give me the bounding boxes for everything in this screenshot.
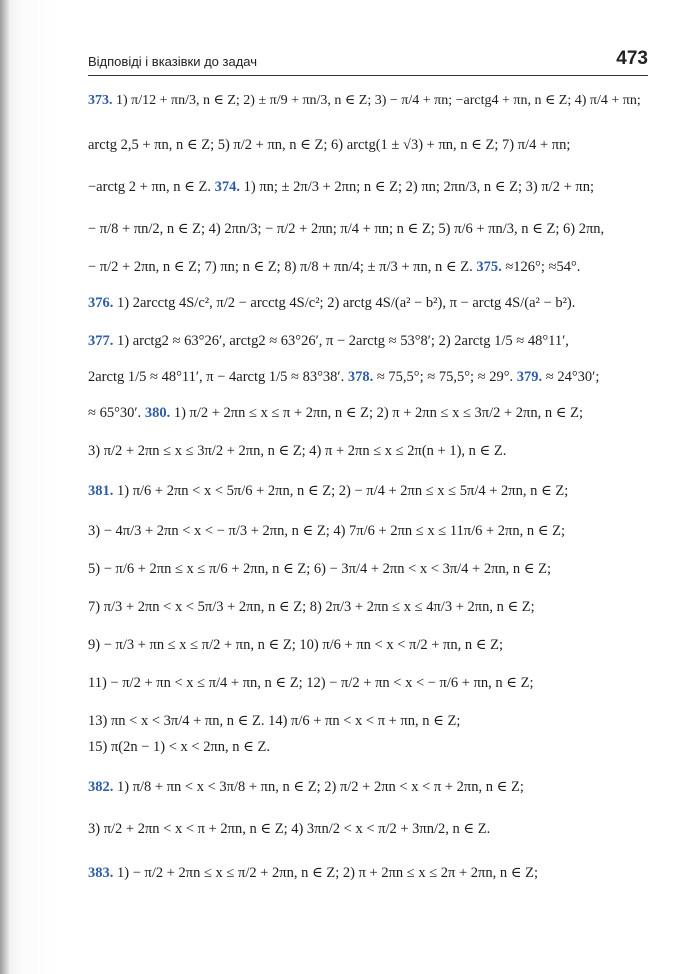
answer-line <box>88 524 648 539</box>
answer-text: 1) arctg2 ≈ 63°26′, arctg2 ≈ 63°26′, π − 2arctg ≈ 53°8′; 2) 2arctg 1/5 ≈ 48°11′, <box>113 334 569 349</box>
answer-text: 1) π/12 + πn/3, n ∈ Z; 2) ± π/9 + πn/3, n ∈ Z; 3) − π/4 + πn; −arctg4 + πn, n ∈ Z; 4) π/4 + πn; <box>112 94 641 108</box>
header-divider <box>88 75 648 76</box>
answer-text: 1) πn; ± 2π/3 + 2πn; n ∈ Z; 2) πn; 2πn/3, n ∈ Z; 3) π/2 + πn; <box>240 180 594 195</box>
answer-text: 3) − 4π/3 + 2πn < x < − π/3 + 2πn, n ∈ Z; 4) 7π/6 + 2πn ≤ x ≤ 11π/6 + 2πn, n ∈ Z; <box>88 524 565 539</box>
answer-line <box>88 222 648 237</box>
problem-number: 382. <box>88 780 114 795</box>
answer-line <box>88 94 648 108</box>
answer-line <box>88 866 648 881</box>
problem-number: 374. <box>214 180 240 195</box>
page-header <box>88 48 648 74</box>
answer-text: 1) π/2 + 2πn ≤ x ≤ π + 2πn, n ∈ Z; 2) π + 2πn ≤ x ≤ 3π/2 + 2πn, n ∈ Z; <box>170 406 583 421</box>
answer-text: ≈ 24°30′; <box>542 370 600 385</box>
answer-text: 1) π/6 + 2πn < x < 5π/6 + 2πn, n ∈ Z; 2) − π/4 + 2πn ≤ x ≤ 5π/4 + 2πn, n ∈ Z; <box>113 484 569 499</box>
problem-number: 383. <box>88 866 114 881</box>
answer-text: 3) π/2 + 2πn < x < π + 2πn, n ∈ Z; 4) 3πn/2 < x < π/2 + 3πn/2, n ∈ Z. <box>88 822 491 837</box>
answer-text: 9) − π/3 + πn ≤ x ≤ π/2 + πn, n ∈ Z; 10) π/6 + πn < x < π/2 + πn, n ∈ Z; <box>88 638 503 653</box>
page-number: 473 <box>616 48 648 69</box>
header-title: Відповіді і вказівки до задач <box>88 54 257 69</box>
answer-text: 2arctg 1/5 ≈ 48°11′, π − 4arctg 1/5 ≈ 83°38′. <box>88 370 348 385</box>
problem-number: 381. <box>88 484 114 499</box>
answer-text: 5) − π/6 + 2πn ≤ x ≤ π/6 + 2πn, n ∈ Z; 6) − 3π/4 + 2πn < x < 3π/4 + 2πn, n ∈ Z; <box>88 562 552 577</box>
answer-line <box>88 334 648 349</box>
answer-line <box>88 370 648 385</box>
answer-text: 7) π/3 + 2πn < x < 5π/3 + 2πn, n ∈ Z; 8) 2π/3 + 2πn ≤ x ≤ 4π/3 + 2πn, n ∈ Z; <box>88 600 535 615</box>
problem-number: 380. <box>144 406 171 421</box>
answer-text: 3) π/2 + 2πn ≤ x ≤ 3π/2 + 2πn, n ∈ Z; 4) π + 2πn ≤ x ≤ 2π(n + 1), n ∈ Z. <box>88 444 507 459</box>
problem-number: 373. <box>88 94 113 108</box>
answer-line <box>88 138 648 153</box>
answer-text: ≈ 75,5°; ≈ 75,5°; ≈ 29°. <box>373 370 517 385</box>
answer-line <box>88 562 648 577</box>
answer-text: ≈ 65°30′. <box>88 406 145 421</box>
answer-line <box>88 484 648 499</box>
answer-text: −arctg 2 + πn, n ∈ Z. <box>88 180 215 195</box>
answer-line <box>88 260 648 275</box>
problem-number: 379. <box>516 370 543 385</box>
problem-number: 377. <box>88 334 114 349</box>
answer-line <box>88 296 648 311</box>
answer-text: 1) − π/2 + 2πn ≤ x ≤ π/2 + 2πn, n ∈ Z; 2) π + 2πn ≤ x ≤ 2π + 2πn, n ∈ Z; <box>113 866 538 881</box>
answer-line <box>88 180 648 195</box>
answer-line <box>88 780 648 795</box>
answer-line <box>88 444 648 459</box>
answer-text: 15) π(2n − 1) < x < 2πn, n ∈ Z. <box>88 740 271 755</box>
answer-line <box>88 600 648 615</box>
page-binding-shadow <box>0 0 10 974</box>
answer-text: 1) π/8 + πn < x < 3π/8 + πn, n ∈ Z; 2) π/2 + 2πn < x < π + 2πn, n ∈ Z; <box>113 780 524 795</box>
answer-line <box>88 740 648 755</box>
answer-line <box>88 822 648 837</box>
answer-text: − π/2 + 2πn, n ∈ Z; 7) πn; n ∈ Z; 8) π/8 + πn/4; ± π/3 + πn, n ∈ Z. <box>88 260 477 275</box>
answer-line <box>88 406 648 421</box>
answer-line <box>88 676 648 691</box>
answer-text: 11) − π/2 + πn < x ≤ π/4 + πn, n ∈ Z; 12) − π/2 + πn < x < − π/6 + πn, n ∈ Z; <box>88 676 534 691</box>
answer-text: 1) 2arcctg 4S/c², π/2 − arcctg 4S/c²; 2) arctg 4S/(a² − b²), π − arctg 4S/(a² − b²). <box>113 296 576 311</box>
answer-text: − π/8 + πn/2, n ∈ Z; 4) 2πn/3; − π/2 + 2πn; π/4 + πn; n ∈ Z; 5) π/6 + πn/3, n ∈ Z; 6) 2πn, <box>88 222 605 237</box>
problem-number: 375. <box>476 260 502 275</box>
answer-line <box>88 714 648 729</box>
answer-text: ≈126°; ≈54°. <box>501 260 581 275</box>
answer-line <box>88 638 648 653</box>
answer-text: arctg 2,5 + πn, n ∈ Z; 5) π/2 + πn, n ∈ Z; 6) arctg(1 ± √3) + πn, n ∈ Z; 7) π/4 + πn; <box>88 138 571 153</box>
problem-number: 376. <box>88 296 114 311</box>
problem-number: 378. <box>347 370 374 385</box>
answer-text: 13) πn < x < 3π/4 + πn, n ∈ Z. 14) π/6 + πn < x < π + πn, n ∈ Z; <box>88 714 461 729</box>
